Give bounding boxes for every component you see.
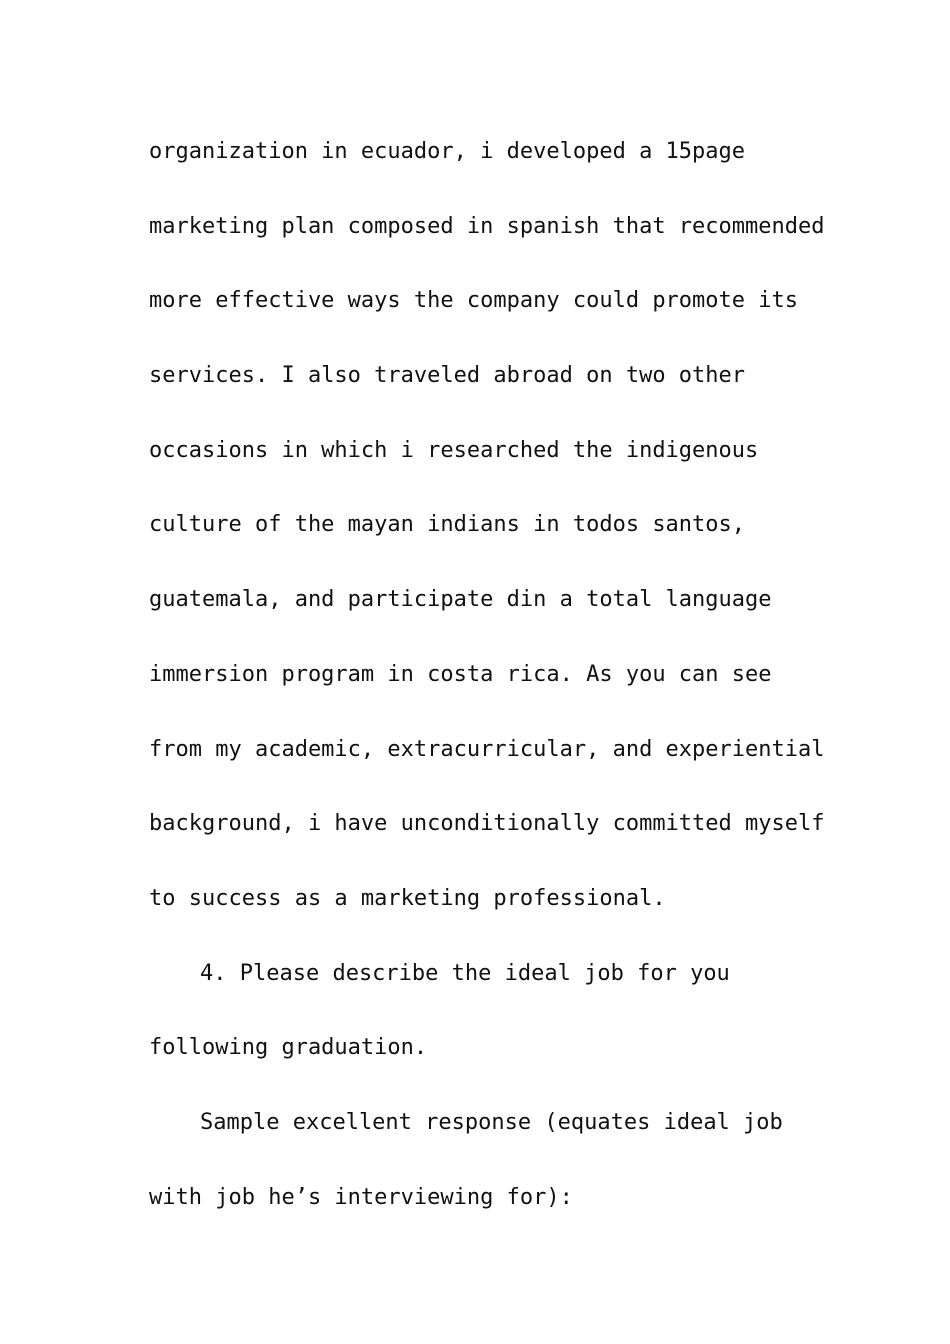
document-body [149, 133, 829, 1253]
paragraph-line: organization in ecuador, i developed a 15page [149, 139, 746, 164]
paragraph-line: background, i have unconditionally committed myself [149, 811, 825, 837]
sample-response-label-continuation: with job he’s interviewing for): [149, 1184, 573, 1210]
paragraph-line: from my academic, extracurricular, and experiential [149, 736, 825, 762]
paragraph-line: culture of the mayan indians in todos santos, [149, 512, 746, 538]
question-heading-continuation: following graduation. [149, 1035, 428, 1061]
question-heading: 4. Please describe the ideal job for you [200, 960, 730, 986]
paragraph-line: immersion program in costa rica. As you can see [149, 661, 772, 687]
paragraph-line: marketing plan composed in spanish that recommended [149, 213, 825, 239]
paragraph-line: occasions in which i researched the indigenous [149, 437, 759, 463]
sample-response-label: Sample excellent response (equates ideal job [200, 1109, 783, 1135]
paragraph-line: to success as a marketing professional. [149, 885, 666, 911]
paragraph-line: services. I also traveled abroad on two other [149, 363, 746, 389]
paragraph-line: more effective ways the company could promote its [149, 288, 799, 314]
paragraph-line: guatemala, and participate din a total language [149, 587, 772, 613]
